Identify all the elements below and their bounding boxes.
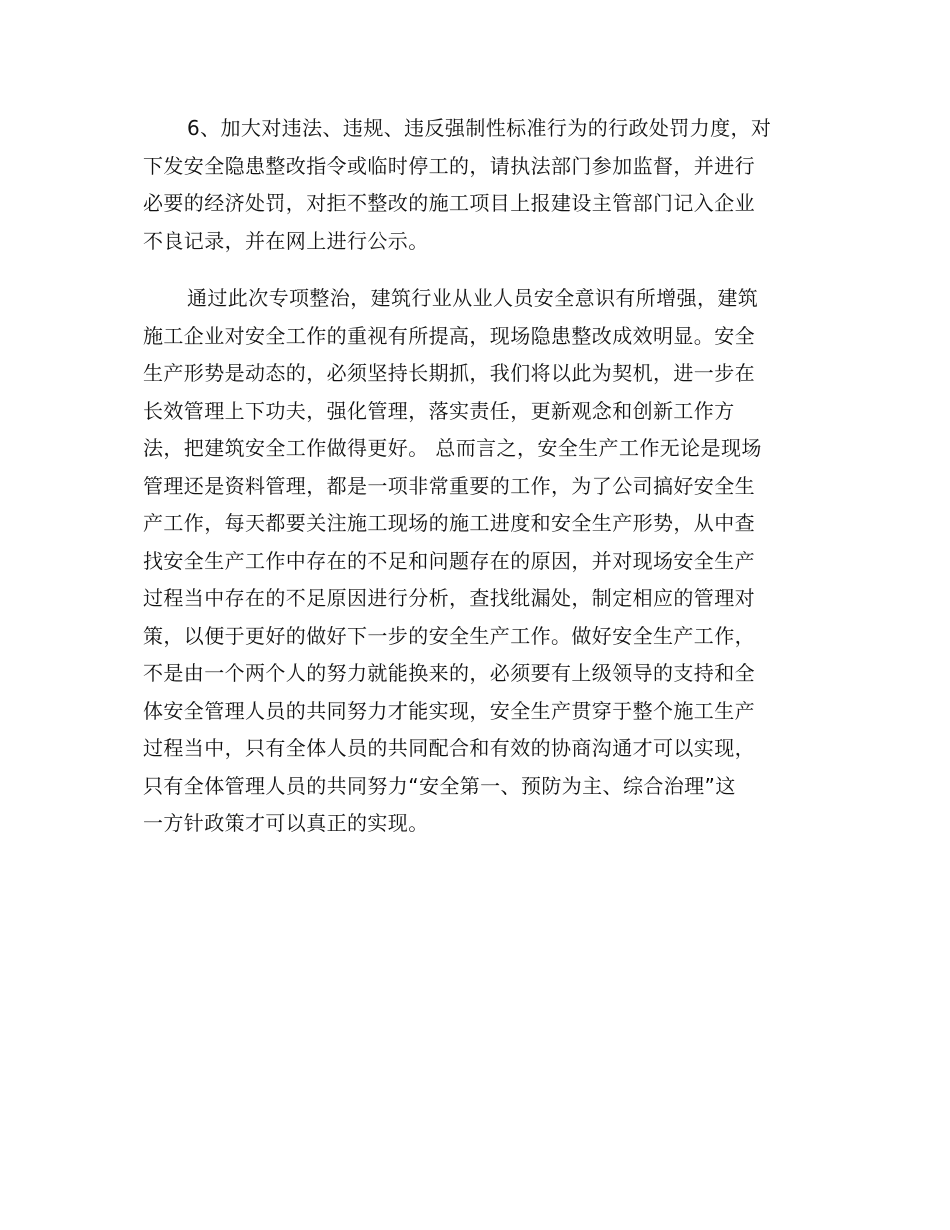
text-line: 不良记录，并在网上进行公示。 — [143, 228, 429, 253]
text-line: 策，以便于更好的做好下一步的安全生产工作。做好安全生产工作， — [143, 623, 755, 648]
text-line: 一方针政策才可以真正的实现。 — [143, 811, 429, 835]
text-line: 产工作，每天都要关注施工现场的施工进度和安全生产形势，从中查 — [143, 511, 755, 535]
paragraph-summary — [143, 280, 813, 843]
text-line: 长效管理上下功夫，强化管理，落实责任，更新观念和创新工作方 — [143, 398, 735, 423]
text-line: 6、加大对违法、违规、违反强制性标准行为的行政处罚力度，对 — [187, 116, 772, 140]
document-body — [143, 110, 813, 843]
text-line: 必要的经济处罚，对拒不整改的施工项目上报建设主管部门记入企业 — [143, 191, 755, 215]
text-line: 过程当中存在的不足原因进行分析，查找纰漏处，制定相应的管理对 — [143, 586, 755, 610]
text-line: 只有全体管理人员的共同努力“安全第一、预防为主、综合治理”这 — [143, 773, 736, 798]
text-line: 管理还是资料管理，都是一项非常重要的工作，为了公司搞好安全生 — [143, 473, 755, 498]
text-line: 过程当中，只有全体人员的共同配合和有效的协商沟通才可以实现， — [143, 736, 755, 760]
text-line: 施工企业对安全工作的重视有所提高，现场隐患整改成效明显。安全 — [143, 323, 755, 348]
paragraph-spacer — [143, 260, 813, 280]
text-line: 找安全生产工作中存在的不足和问题存在的原因，并对现场安全生产 — [143, 548, 755, 573]
paragraph-penalty-measures — [143, 110, 813, 260]
text-line: 体安全管理人员的共同努力才能实现，安全生产贯穿于整个施工生产 — [143, 698, 755, 723]
text-line: 不是由一个两个人的努力就能换来的，必须要有上级领导的支持和全 — [143, 661, 755, 685]
text-line: 生产形势是动态的，必须坚持长期抓，我们将以此为契机，进一步在 — [143, 361, 755, 385]
text-line: 通过此次专项整治，建筑行业从业人员安全意识有所增强，建筑 — [187, 286, 759, 310]
text-line: 法，把建筑安全工作做得更好。 总而言之，安全生产工作无论是现场 — [143, 436, 762, 460]
text-line: 下发安全隐患整改指令或临时停工的，请执法部门参加监督，并进行 — [143, 153, 755, 178]
